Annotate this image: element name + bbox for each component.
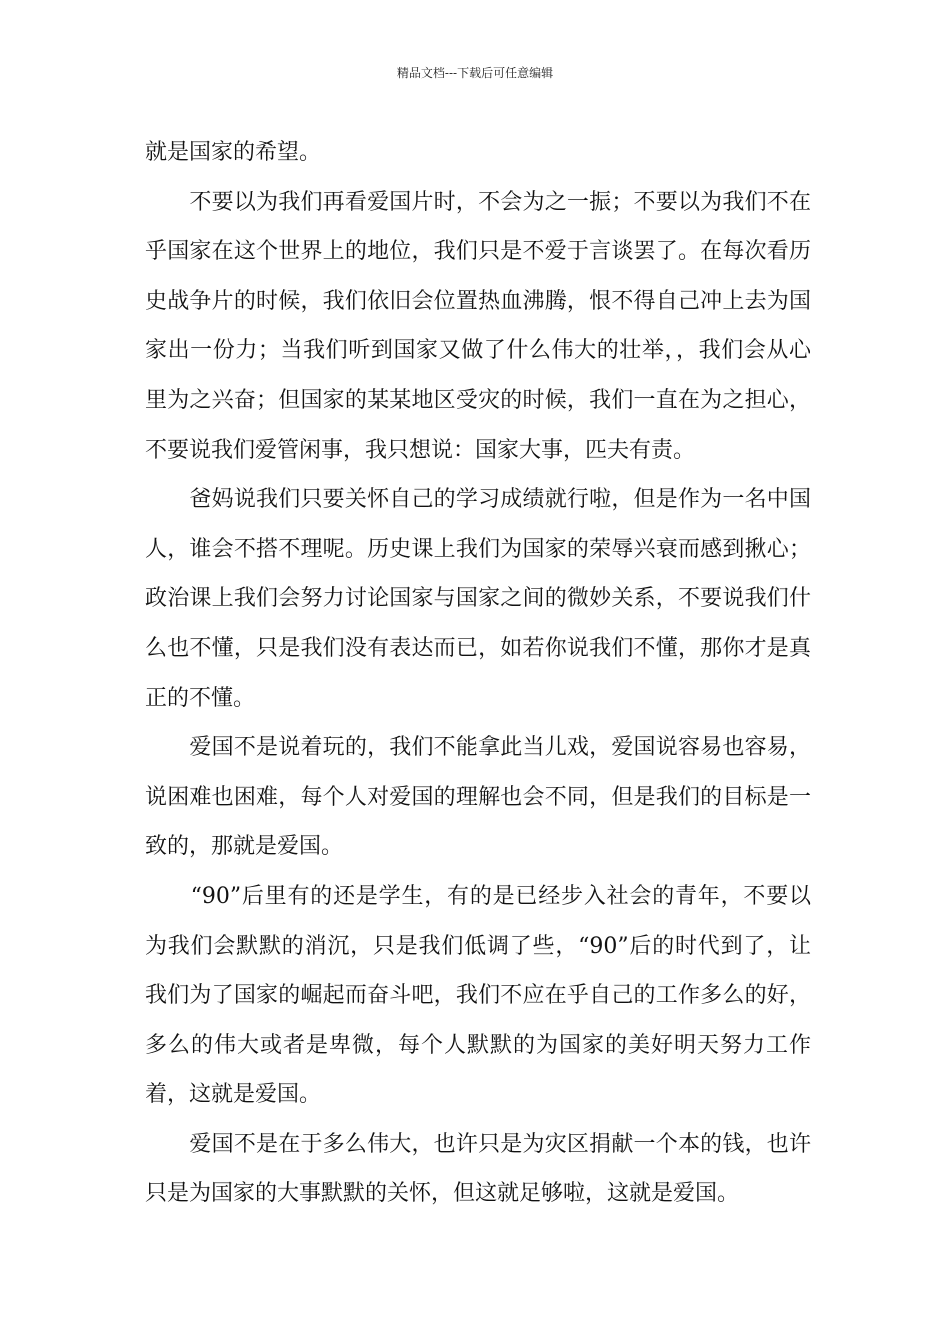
- paragraph-continuation: 就是国家的希望。: [145, 140, 322, 165]
- paragraph: 爸妈说我们只要关怀自己的学习成绩就行啦，但是作为一名中国人，谁会不搭不理呢。历史课上我们为国家的荣辱兴衰而感到揪心；政治课上我们会努力讨论国家与国家之间的微妙关系，不要说我们什么也不懂，只是我们没有表达而已，如若你说我们不懂，那你才是真正的不懂。: [145, 487, 811, 711]
- paragraph: “90”后里有的还是学生，有的是已经步入社会的青年，不要以为我们会默默的消沉，只是我们低调了些，“90”后的时代到了，让我们为了国家的崛起而奋斗吧，我们不应在乎自己的工作多么的好，多么的伟大或者是卑微，每个人默默的为国家的美好明天努力工作着，这就是爱国。: [145, 883, 811, 1108]
- document-body: [145, 128, 811, 1219]
- paragraph: 爱国不是在于多么伟大，也许只是为灾区捐献一个本的钱，也许只是为国家的大事默默的关怀，但这就足够啦，这就是爱国。: [145, 1131, 811, 1207]
- paragraph: 爱国不是说着玩的，我们不能拿此当儿戏，爱国说容易也容易，说困难也困难，每个人对爱国的理解也会不同，但是我们的目标是一致的，那就是爱国。: [145, 735, 811, 860]
- page-header: 精品文档---下载后可任意编辑: [396, 66, 554, 80]
- paragraph: 不要以为我们再看爱国片时，不会为之一振；不要以为我们不在乎国家在这个世界上的地位，我们只是不爱于言谈罢了。在每次看历史战争片的时候，我们依旧会位置热血沸腾，恨不得自己冲上去为国家出一份力；当我们听到国家又做了什么伟大的壮举，，我们会从心里为之兴奋；但国家的某某地区受灾的时候，我们一直在为之担心，不要说我们爱管闲事，我只想说：国家大事，匹夫有责。: [145, 189, 811, 463]
